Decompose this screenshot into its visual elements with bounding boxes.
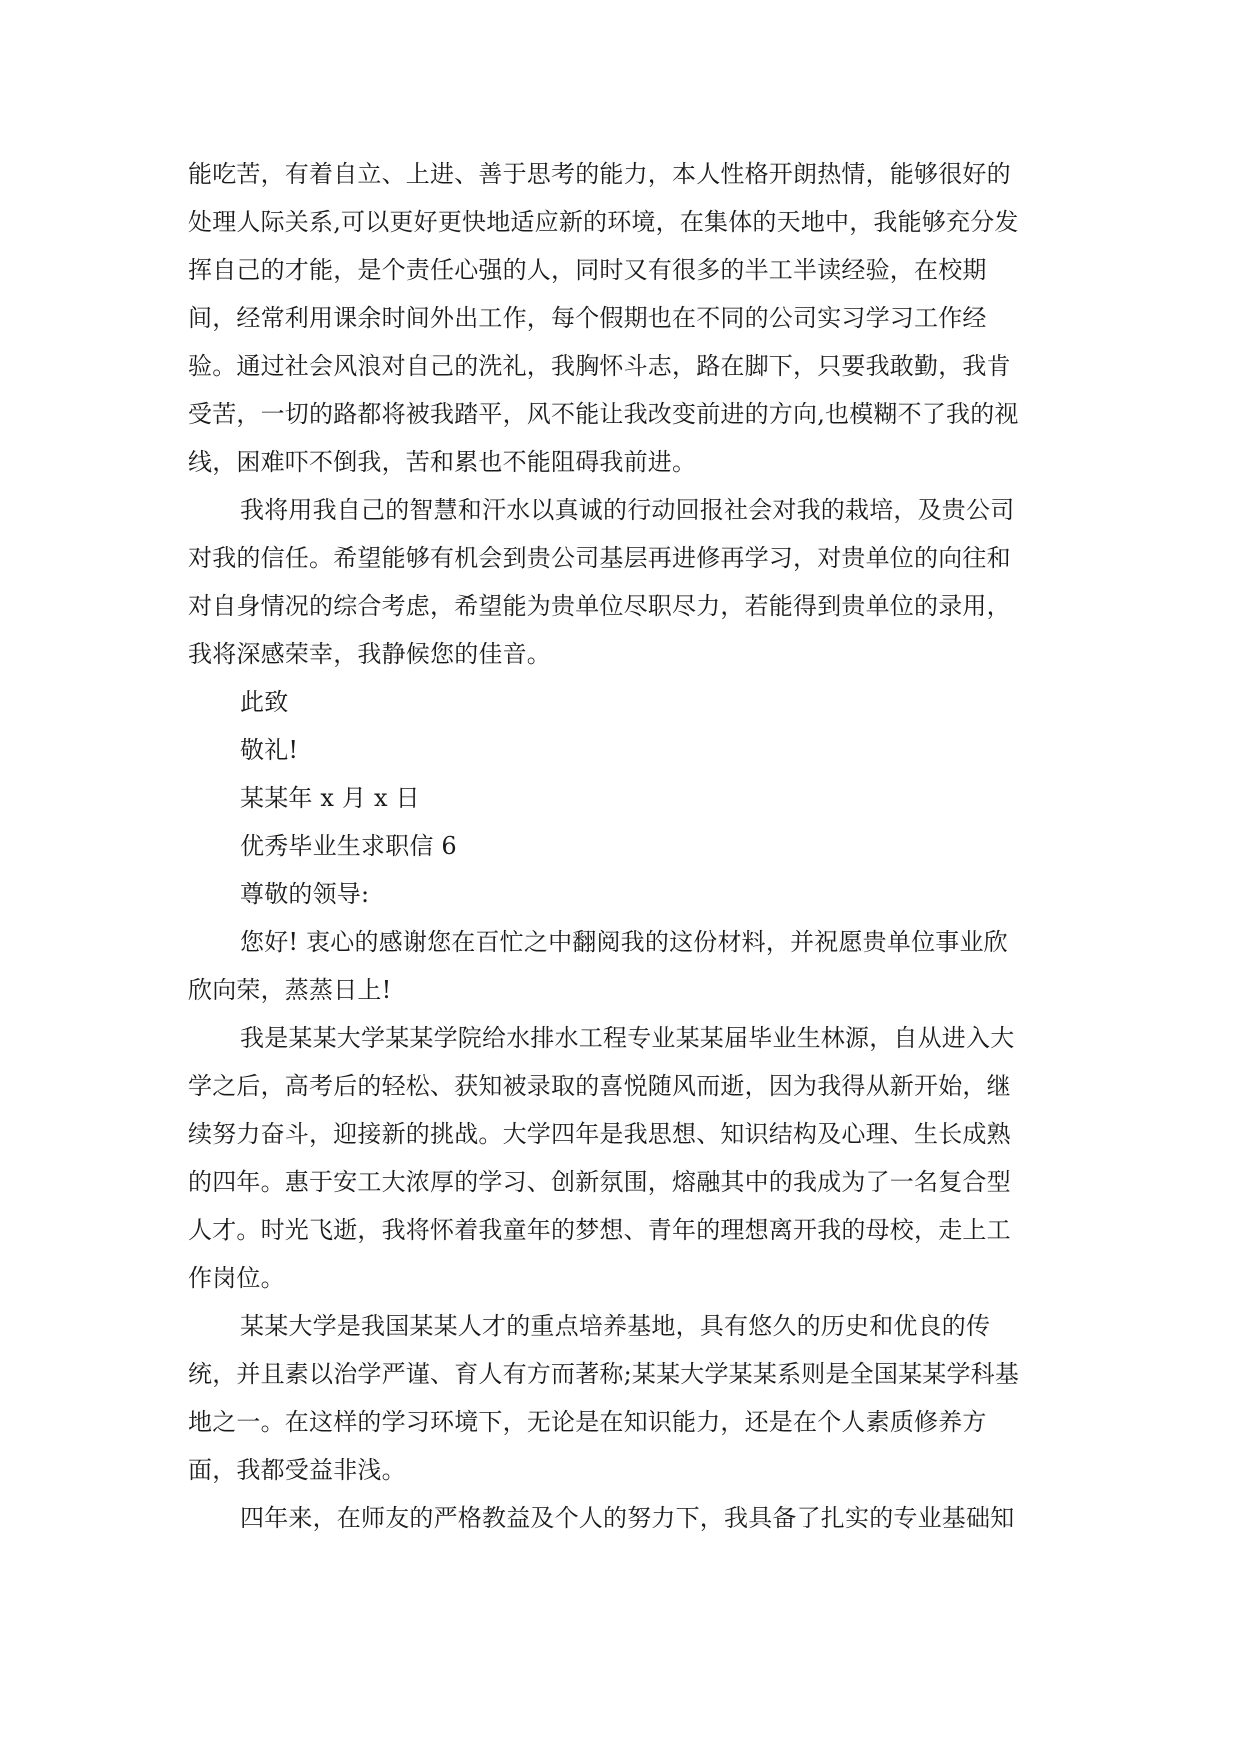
text-line: 人才。时光飞逝，我将怀着我童年的梦想、青年的理想离开我的母校，走上工 [188,1216,1011,1244]
text-line: 我将深感荣幸，我静候您的佳音。 [188,640,551,668]
paragraph-start-line: 我将用我自己的智慧和汗水以真诚的行动回报社会对我的栽培，及贵公司 [240,496,1015,524]
paragraph-start-line: 您好! 衷心的感谢您在百忙之中翻阅我的这份材料，并祝愿贵单位事业欣 [240,928,1008,956]
closing-salutation: 此致 [240,688,289,716]
text-line: 处理人际关系,可以更好更快地适应新的环境，在集体的天地中，我能够充分发 [188,208,1019,236]
letter-date: 某某年 x 月 x 日 [240,784,420,812]
text-line: 验。通过社会风浪对自己的洗礼，我胸怀斗志，路在脚下，只要我敢勤，我肯 [188,352,1011,380]
text-line: 续努力奋斗，迎接新的挑战。大学四年是我思想、知识结构及心理、生长成熟 [188,1120,1011,1148]
text-line: 学之后，高考后的轻松、获知被录取的喜悦随风而逝，因为我得从新开始，继 [188,1072,1011,1100]
text-line: 受苦，一切的路都将被我踏平，风不能让我改变前进的方向,也模糊不了我的视 [188,400,1019,428]
text-line: 对我的信任。希望能够有机会到贵公司基层再进修再学习，对贵单位的向往和 [188,544,1011,572]
paragraph-start-line: 四年来，在师友的严格教益及个人的努力下，我具备了扎实的专业基础知 [240,1504,1015,1532]
text-line: 线，困难吓不倒我，苦和累也不能阻碍我前进。 [188,448,697,476]
text-line: 的四年。惠于安工大浓厚的学习、创新氛围，熔融其中的我成为了一名复合型 [188,1168,1011,1196]
closing-respect: 敬礼! [240,736,299,764]
paragraph-start-line: 我是某某大学某某学院给水排水工程专业某某届毕业生林源，自从进入大 [240,1024,1015,1052]
text-line: 作岗位。 [188,1264,285,1292]
text-line: 欣向荣，蒸蒸日上! [188,976,392,1004]
paragraph-start-line: 某某大学是我国某某人才的重点培养基地，具有悠久的历史和优良的传 [240,1312,991,1340]
text-line: 面，我都受益非浅。 [188,1456,406,1484]
section-title: 优秀毕业生求职信 6 [240,832,457,860]
text-line: 地之一。在这样的学习环境下，无论是在知识能力，还是在个人素质修养方 [188,1408,987,1436]
text-line: 挥自己的才能，是个责任心强的人，同时又有很多的半工半读经验，在校期 [188,256,987,284]
letter-greeting: 尊敬的领导: [240,880,370,908]
letter-body [188,150,1060,1542]
text-line: 间，经常利用课余时间外出工作，每个假期也在不同的公司实习学习工作经 [188,304,987,332]
text-line: 对自身情况的综合考虑，希望能为贵单位尽职尽力，若能得到贵单位的录用， [188,592,1011,620]
text-line: 统，并且素以治学严谨、育人有方而著称;某某大学某某系则是全国某某学科基 [188,1360,1020,1388]
text-line: 能吃苦，有着自立、上进、善于思考的能力，本人性格开朗热情，能够很好的 [188,160,1011,188]
